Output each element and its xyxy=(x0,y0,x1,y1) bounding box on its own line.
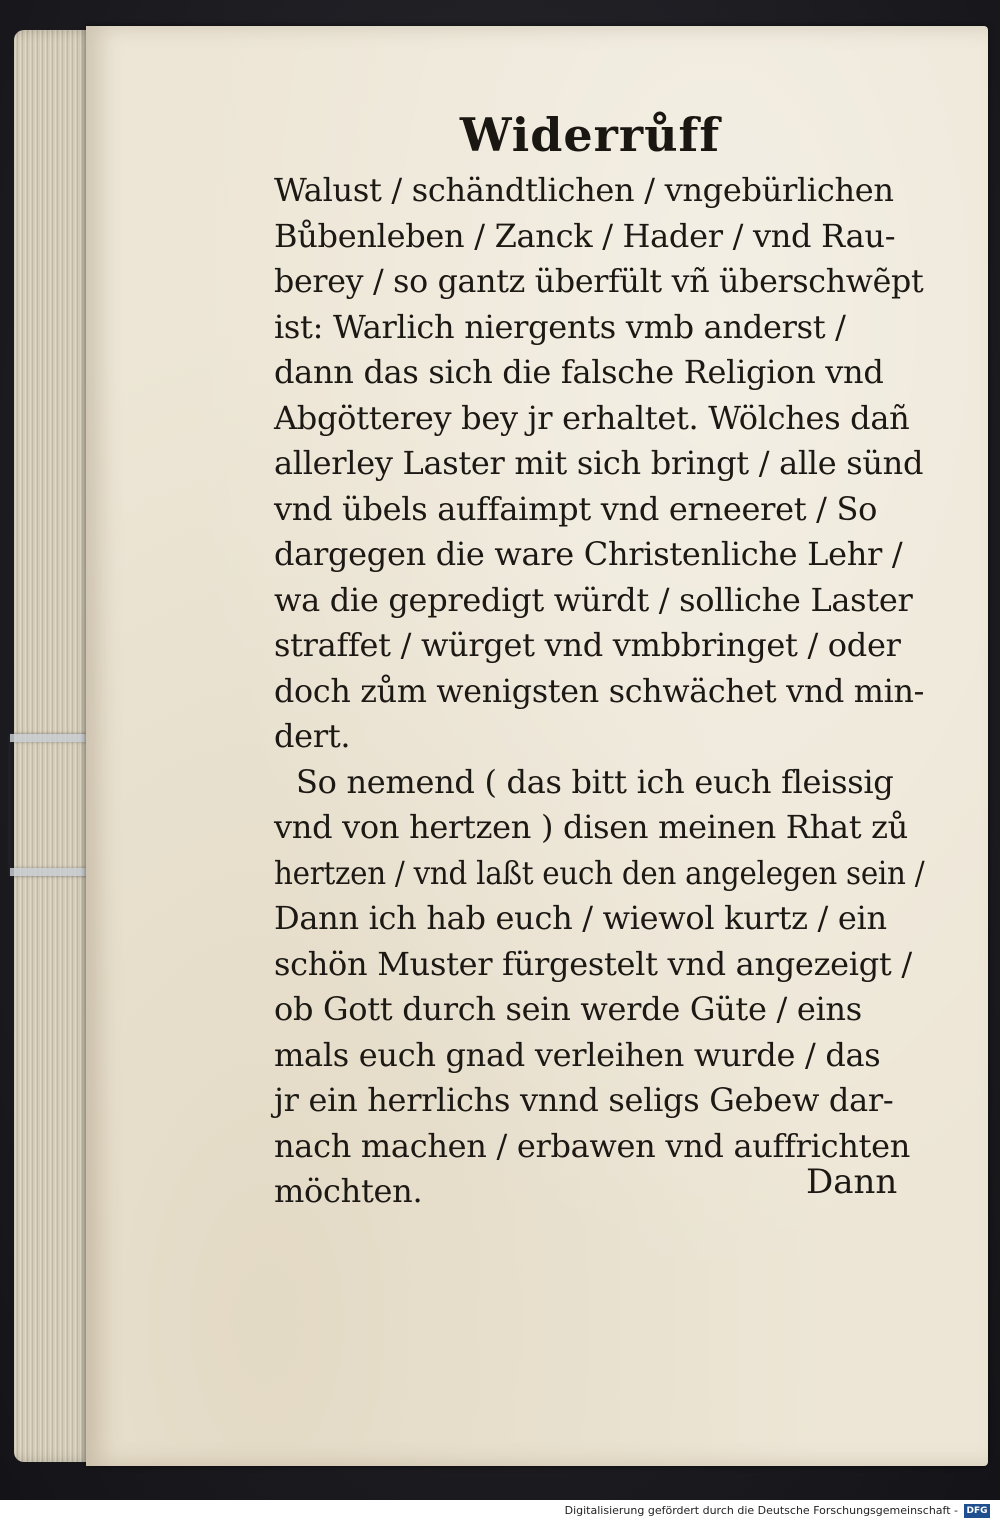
text-line: Abgötterey bey jr erhaltet. Wölches dañ xyxy=(274,398,910,437)
text-line: Dann ich hab euch / wiewol kurtz / ein xyxy=(274,899,887,937)
text-line: ist: Warlich niergents vmb anderst / xyxy=(274,307,846,346)
page-heading: Widerrůff xyxy=(459,108,721,162)
text-line: schön Muster fürgestelt vnd angezeigt / xyxy=(274,944,912,983)
page-edges xyxy=(14,30,94,1462)
text-line: nach machen / erbawen vnd auffrichten xyxy=(274,1126,911,1165)
text-line: ob Gott durch sein werde Güte / eins xyxy=(274,990,862,1028)
dfg-logo: DFG xyxy=(964,1504,990,1518)
text-line: jr ein herrlichs vnnd seligs Gebew dar- xyxy=(274,1081,894,1119)
text-line: Walust / schändtlichen / vngebürlichen xyxy=(274,171,894,209)
text-line: vnd übels auffaimpt vnd erneeret / So xyxy=(274,489,878,528)
text-line: Bůbenleben / Zanck / Hader / vnd Rau- xyxy=(274,216,896,255)
text-line: berey / so gantz überfült vñ überschwẽpt xyxy=(274,262,924,300)
text-line: vnd von hertzen ) disen meinen Rhat zů xyxy=(274,808,908,846)
text-line: möchten. xyxy=(274,1172,423,1210)
text-line: dert. xyxy=(274,717,351,755)
text-line: doch zům wenigsten schwächet vnd min- xyxy=(274,671,925,710)
funding-credit: Digitalisierung gefördert durch die Deutsche Forschungsgemeinschaft - xyxy=(564,1504,958,1517)
catchword: Dann xyxy=(806,1162,898,1202)
body-text xyxy=(274,168,924,1215)
text-line: dann das sich die falsche Religion vnd xyxy=(274,353,884,391)
text-line: dargegen die ware Christenliche Lehr / xyxy=(274,535,903,573)
text-line: So nemend ( das bitt ich euch fleissig xyxy=(296,762,894,801)
footer-bar xyxy=(0,1500,1000,1523)
text-line: straffet / würget vnd vmbbringet / oder xyxy=(274,626,901,664)
text-line: wa die gepredigt würdt / solliche Laster xyxy=(274,580,913,619)
text-line: hertzen / vnd laßt euch den angelegen sein / xyxy=(274,853,925,892)
text-line: allerley Laster mit sich bringt / alle sünd xyxy=(274,444,924,482)
text-line: mals euch gnad verleihen wurde / das xyxy=(274,1035,881,1074)
